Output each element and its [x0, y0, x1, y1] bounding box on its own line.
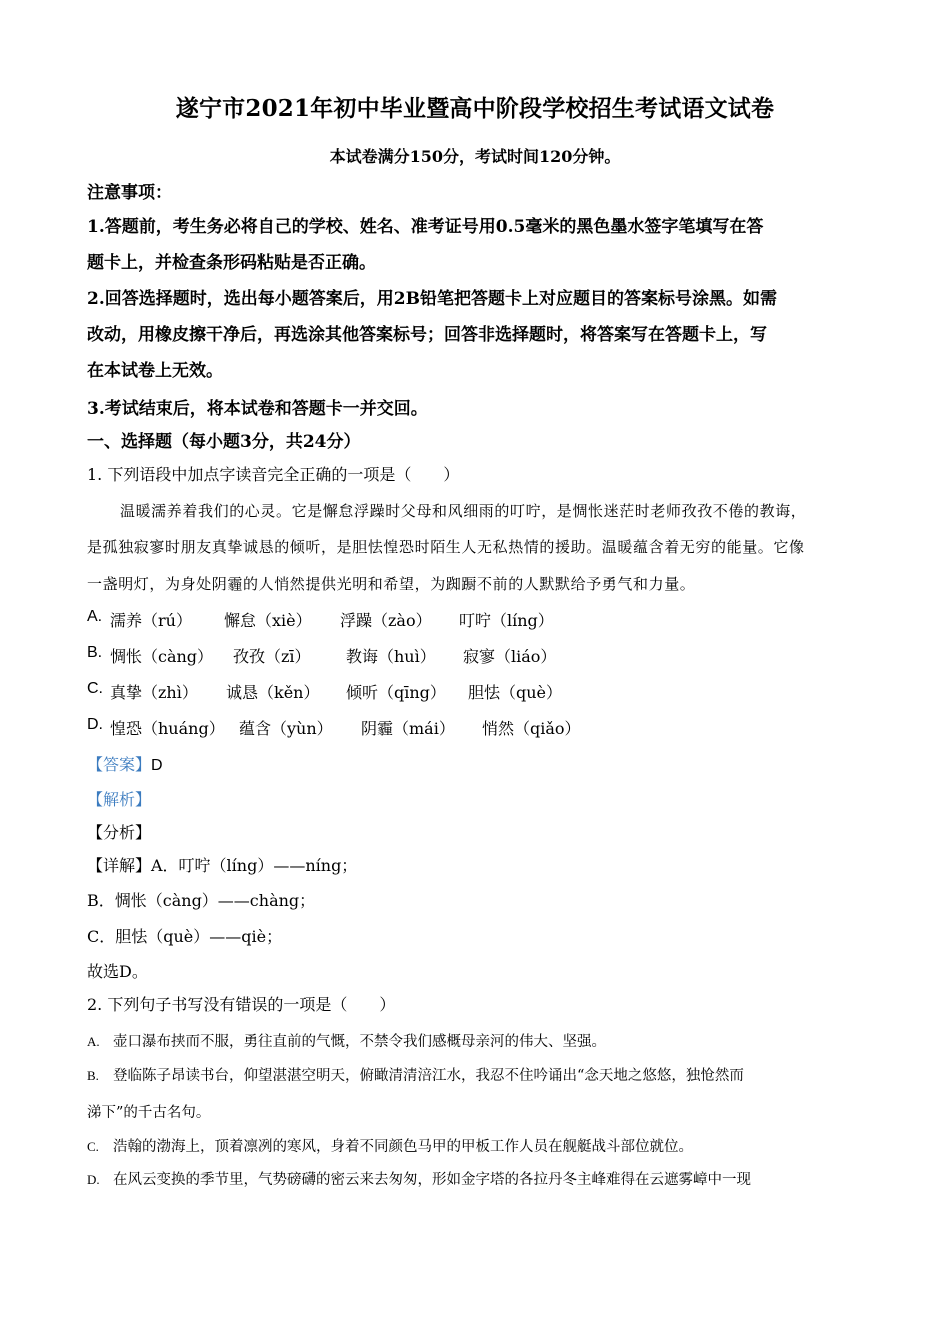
option-letter: D. [87, 1172, 100, 1187]
passage-line: 是孤独寂寥时朋友真挚诚恳的倾听，是胆怯惶恐时陌生人无私热情的援助。温暖蕴含着无穷的能量。它像 [87, 538, 805, 556]
option-letter: A. [87, 1034, 100, 1049]
option-item: 倾听（qīng） [346, 683, 446, 702]
option-item: 浮躁（zào） [340, 611, 432, 630]
notice-heading: 注意事项： [87, 183, 172, 203]
passage-line: 温暖濡养着我们的心灵。它是懈怠浮躁时父母和风细雨的叮咛，是惆怅迷茫时老师孜孜不倦的教诲， [120, 502, 807, 520]
option-item: 阴霾（mái） [361, 719, 455, 738]
option-letter: B. [87, 1068, 99, 1083]
option-letter: B. [87, 644, 103, 661]
answer-line [87, 752, 163, 775]
option-item: 惶恐（huáng） [110, 719, 225, 738]
passage-line: 一盏明灯，为身处阴霾的人悄然提供光明和希望，为踟蹰不前的人默默给予勇气和力量。 [87, 575, 696, 593]
page-subtitle: 本试卷满分150分，考试时间120分钟。 [329, 147, 621, 166]
option-text: 壶口瀑布挟而不服，勇往直前的气慨，不禁令我们感概母亲河的伟大、坚强。 [113, 1034, 606, 1050]
option-item: 孜孜（zī） [233, 647, 311, 666]
option-item: 悄然（qiǎo） [482, 719, 581, 738]
section-heading: 一、选择题（每小题3分，共24分） [87, 432, 361, 452]
option-item: 寂寥（liáo） [463, 647, 557, 666]
option-letter: A. [87, 608, 103, 625]
notice-line: 题卡上，并检查条形码粘贴是否正确。 [87, 253, 376, 273]
detail-line: C．胆怯（què）——qiè； [87, 927, 283, 946]
notice-line: 改动，用橡皮擦干净后，再选涂其他答案标号；回答非选择题时，将答案写在答题卡上，写 [87, 325, 767, 345]
notice-line: 2.回答选择题时，选出每小题答案后，用2B铅笔把答题卡上对应题目的答案标号涂黑。如需 [87, 289, 777, 309]
detail-line: B．惆怅（càng）——chàng； [87, 891, 316, 910]
option-text: 登临陈子昂读书台，仰望湛湛空明天，俯瞰清清涪江水，我忍不住吟诵出“念天地之悠悠，独怆然而 [113, 1068, 744, 1084]
option-c [87, 680, 887, 704]
option-a [87, 608, 887, 632]
option-d [87, 716, 887, 740]
option-item: 叮咛（líng） [459, 611, 554, 630]
detail-conclusion: 故选D。 [87, 962, 148, 981]
question-stem: 1. 下列语段中加点字读音完全正确的一项是（ ） [87, 465, 460, 484]
option-text: 浩翰的渤海上，顶着凛冽的寒风，身着不同颜色马甲的甲板工作人员在舰艇战斗部位就位。 [113, 1139, 693, 1155]
option-item: 蕴含（yùn） [239, 719, 333, 738]
option-text: 在风云变换的季节里，气势磅礴的密云来去匆匆，形如金字塔的各拉丹冬主峰难得在云遮雾嶂中一现 [113, 1172, 751, 1188]
notice-line: 1.答题前，考生务必将自己的学校、姓名、准考证号用0.5毫米的黑色墨水签字笔填写在答 [87, 217, 764, 237]
q2-option-b [87, 1064, 744, 1085]
answer-value: D [151, 757, 163, 774]
option-item: 懈怠（xiè） [224, 611, 312, 630]
question-stem: 2. 下列句子书写没有错误的一项是（ ） [87, 995, 396, 1014]
option-b [87, 644, 887, 668]
option-letter: D. [87, 716, 103, 733]
option-item: 真挚（zhì） [110, 683, 198, 702]
q2-option-a [87, 1030, 606, 1051]
analysis-tag: 【解析】 [87, 790, 152, 809]
fenxi-tag: 【分析】 [87, 823, 152, 842]
option-item: 濡养（rú） [110, 611, 192, 630]
option-letter: C. [87, 680, 103, 697]
option-letter: C. [87, 1139, 99, 1154]
notice-line: 3.考试结束后，将本试卷和答题卡一并交回。 [87, 399, 428, 419]
notice-line: 在本试卷上无效。 [87, 361, 223, 381]
page-title: 遂宁市2021年初中毕业暨高中阶段学校招生考试语文试卷 [175, 95, 775, 122]
q2-option-d [87, 1168, 751, 1189]
detail-line: 【详解】A．叮咛（líng）——níng； [87, 856, 358, 875]
option-item: 胆怯（què） [468, 683, 563, 702]
option-item: 诚恳（kěn） [226, 683, 320, 702]
answer-tag: 【答案】 [87, 755, 152, 774]
q2-option-c [87, 1135, 693, 1156]
option-item: 惆怅（càng） [110, 647, 214, 666]
option-item: 教诲（huì） [346, 647, 436, 666]
q2-option-b-cont: 涕下”的千古名句。 [87, 1105, 211, 1121]
